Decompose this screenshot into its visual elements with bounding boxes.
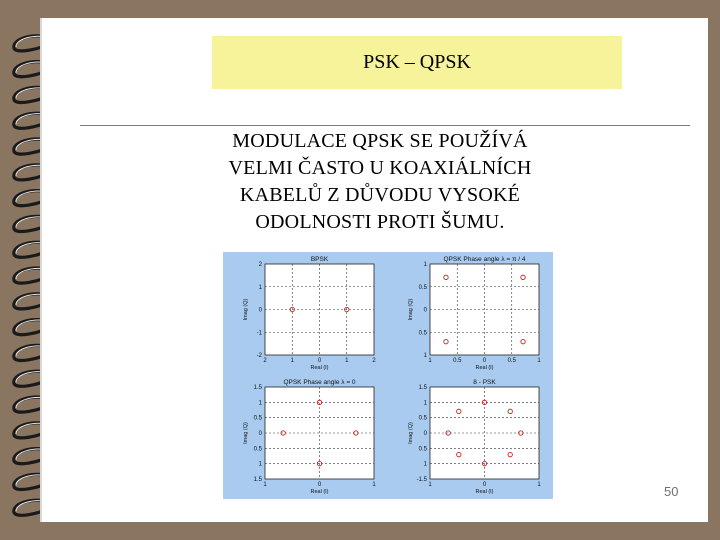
x-axis-label: Real (I) <box>475 365 494 371</box>
slide-title-text: PSK – QPSK <box>363 51 471 73</box>
x-tick-label: 2 <box>372 358 376 364</box>
y-tick-label: 1 <box>258 400 262 407</box>
slide-title <box>212 36 622 89</box>
x-tick-label: 2 <box>263 358 267 364</box>
y-tick-label: 1.5 <box>418 385 427 391</box>
x-tick-label: 1 <box>263 482 267 488</box>
x-tick-label: 1 <box>345 358 349 364</box>
constellation-chart <box>243 256 376 371</box>
y-tick-label: 1.5 <box>253 385 262 391</box>
x-tick-label: 0.5 <box>507 358 516 364</box>
x-axis-label: Real (I) <box>310 489 329 495</box>
page-number: 50 <box>664 484 679 499</box>
y-tick-label: 0 <box>423 307 427 314</box>
y-tick-label: 0.5 <box>418 446 427 453</box>
x-tick-label: 0 <box>317 482 322 488</box>
y-tick-label: 2 <box>258 262 262 268</box>
y-tick-label: 1 <box>258 461 262 468</box>
chart-title: BPSK <box>310 256 329 263</box>
x-tick-label: 0 <box>482 482 487 488</box>
x-tick-label: 0.5 <box>453 358 462 364</box>
x-tick-label: 1 <box>537 482 541 488</box>
body-line: ODOLNOSTI PROTI ŠUMU. <box>255 211 505 233</box>
y-tick-label: 0 <box>258 307 262 314</box>
divider-line <box>80 125 690 126</box>
body-line: MODULACE QPSK SE POUŽÍVÁ <box>232 130 528 152</box>
y-tick-label: 0.5 <box>253 415 262 422</box>
x-tick-label: 1 <box>428 482 432 488</box>
chart-title: QPSK Phase angle λ = 0 <box>283 379 356 386</box>
x-tick-label: 1 <box>372 482 376 488</box>
constellation-figure <box>223 252 553 499</box>
constellation-chart <box>408 256 541 371</box>
constellation-charts <box>223 252 553 499</box>
x-tick-label: 1 <box>537 358 541 364</box>
y-tick-label: 1 <box>423 400 427 407</box>
y-axis-label: Imag (Q) <box>408 298 414 321</box>
x-axis-label: Real (I) <box>475 489 494 495</box>
x-tick-label: 0 <box>482 358 487 364</box>
y-tick-label: 1 <box>423 461 427 468</box>
y-tick-label: 0.5 <box>418 284 427 291</box>
y-axis-label: Imag (Q) <box>408 422 414 444</box>
body-line: VELMI ČASTO U KOAXIÁLNÍCH <box>228 157 532 179</box>
chart-title: QPSK Phase angle λ = π / 4 <box>443 256 526 263</box>
y-tick-label: 0 <box>258 431 262 437</box>
constellation-chart <box>243 379 376 495</box>
y-tick-label: -2 <box>256 353 262 359</box>
y-tick-label: 1 <box>258 284 262 291</box>
x-tick-label: 1 <box>290 358 294 364</box>
x-axis-label: Real (I) <box>310 365 329 371</box>
y-tick-label: -1.5 <box>416 477 427 483</box>
body-line: KABELŮ Z DŮVODU VYSOKÉ <box>239 184 521 206</box>
x-tick-label: 0 <box>317 358 322 364</box>
y-axis-label: Imag (Q) <box>243 422 249 444</box>
chart-title: 8 - PSK <box>473 379 496 386</box>
y-axis-label: Imag (Q) <box>243 298 249 321</box>
y-tick-label: 0.5 <box>253 446 262 453</box>
y-tick-label: 0.5 <box>418 415 427 422</box>
slide-body-text <box>170 128 590 236</box>
y-tick-label: -1 <box>256 330 262 337</box>
y-tick-label: 1.5 <box>253 477 262 483</box>
x-tick-label: 1 <box>428 358 432 364</box>
y-tick-label: 0.5 <box>418 330 427 337</box>
constellation-chart <box>408 379 541 495</box>
y-tick-label: 1 <box>423 353 427 359</box>
y-tick-label: 0 <box>423 431 427 437</box>
y-tick-label: 1 <box>423 262 427 268</box>
